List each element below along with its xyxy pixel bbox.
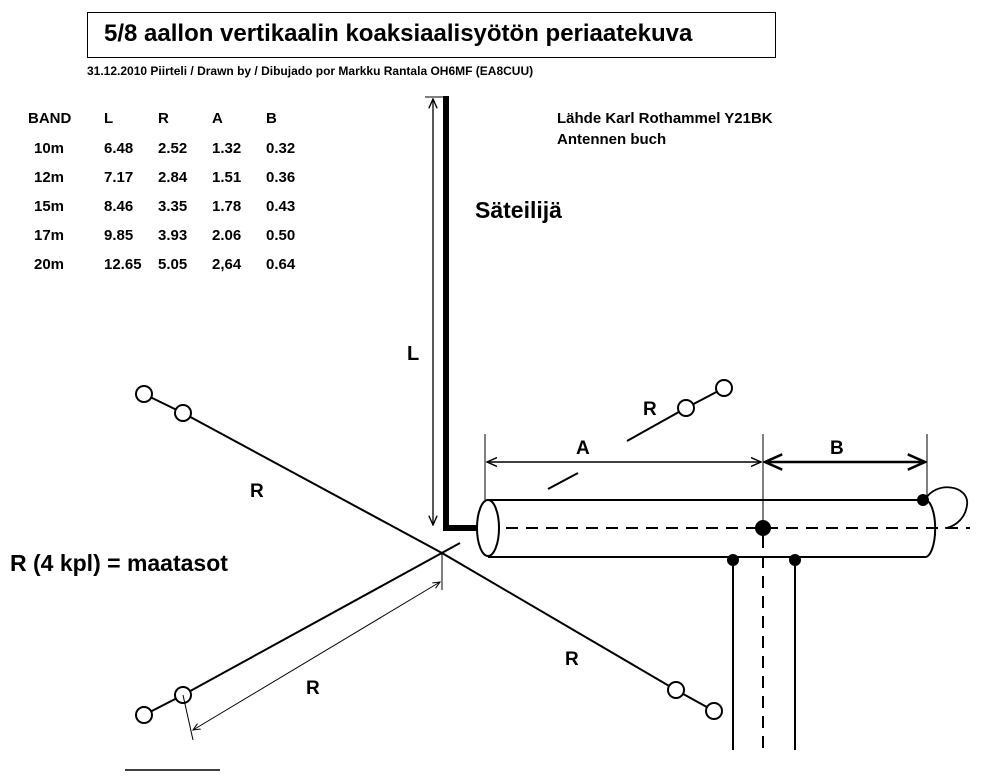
radial-r-label-upper-right: R: [643, 399, 657, 420]
table-cell: 2.06: [212, 227, 242, 244]
table-cell: 10m: [34, 140, 65, 157]
feed-left-junction-dot: [727, 554, 739, 566]
source-line-2: Antennen buch: [557, 131, 667, 148]
insulator-lr-outer: [706, 703, 722, 719]
header-l: L: [104, 110, 114, 127]
table-cell: 17m: [34, 227, 65, 244]
dim-b-label: B: [830, 438, 844, 459]
header-b: B: [266, 110, 277, 127]
table-cell: 0.36: [266, 169, 296, 186]
author-credit: 31.12.2010 Piirteli / Drawn by / Dibujado por Markku Rantala OH6MF (EA8CUU): [87, 64, 534, 78]
table-cell: 1.51: [212, 169, 242, 186]
table-cell: 3.93: [158, 227, 188, 244]
source-line-1: Lähde Karl Rothammel Y21BK: [557, 110, 773, 127]
table-cell: 2,64: [212, 256, 242, 273]
radial-line-upper-right-a: [548, 473, 578, 489]
table-cell: 0.43: [266, 198, 296, 215]
length-l-label: L: [407, 343, 420, 365]
table-cell: 1.78: [212, 198, 242, 215]
insulator-ul-inner: [175, 405, 191, 421]
insulator-ul-outer: [136, 386, 152, 402]
insulator-ur-outer: [716, 380, 732, 396]
insulator-ll-outer: [136, 707, 152, 723]
header-a: A: [212, 110, 223, 127]
feed-right-junction-dot: [789, 554, 801, 566]
table-cell: 20m: [34, 256, 65, 273]
table-cell: 2.84: [158, 169, 188, 186]
radiator-element: [446, 96, 490, 528]
table-cell: 8.46: [104, 198, 134, 215]
radial-line-lower-right: [442, 553, 676, 690]
dim-a-label: A: [576, 438, 590, 459]
table-cell: 0.32: [266, 140, 296, 157]
insulator-ur-inner: [678, 400, 694, 416]
table-cell: 12.65: [104, 256, 142, 273]
table-cell: 9.85: [104, 227, 134, 244]
table-cell: 12m: [34, 169, 65, 186]
table-cell: 7.17: [104, 169, 134, 186]
table-cell: 6.48: [104, 140, 134, 157]
radial-r-label-dimension: R: [306, 678, 320, 699]
radial-line-upper-left: [183, 413, 442, 553]
table-cell: 15m: [34, 198, 65, 215]
table-cell: 1.32: [212, 140, 242, 157]
insulator-lr-inner: [668, 682, 684, 698]
radiator-label: Säteilijä: [475, 197, 562, 223]
tee-center-junction: [755, 520, 771, 536]
ground-planes-label: R (4 kpl) = maatasot: [10, 550, 228, 576]
page-title: 5/8 aallon vertikaalin koaksiaalisyötön periaatekuva: [104, 20, 693, 47]
table-cell: 0.50: [266, 227, 296, 244]
table-cell: 5.05: [158, 256, 188, 273]
radial-r-label-upper-left: R: [250, 481, 264, 502]
header-r: R: [158, 110, 169, 127]
dim-r-line: [193, 582, 440, 730]
table-cell: 0.64: [266, 256, 296, 273]
radial-r-label-lower-right: R: [565, 649, 579, 670]
table-cell: 3.35: [158, 198, 188, 215]
coax-near-end: [477, 500, 499, 556]
header-band: BAND: [28, 110, 72, 127]
table-cell: 2.52: [158, 140, 188, 157]
